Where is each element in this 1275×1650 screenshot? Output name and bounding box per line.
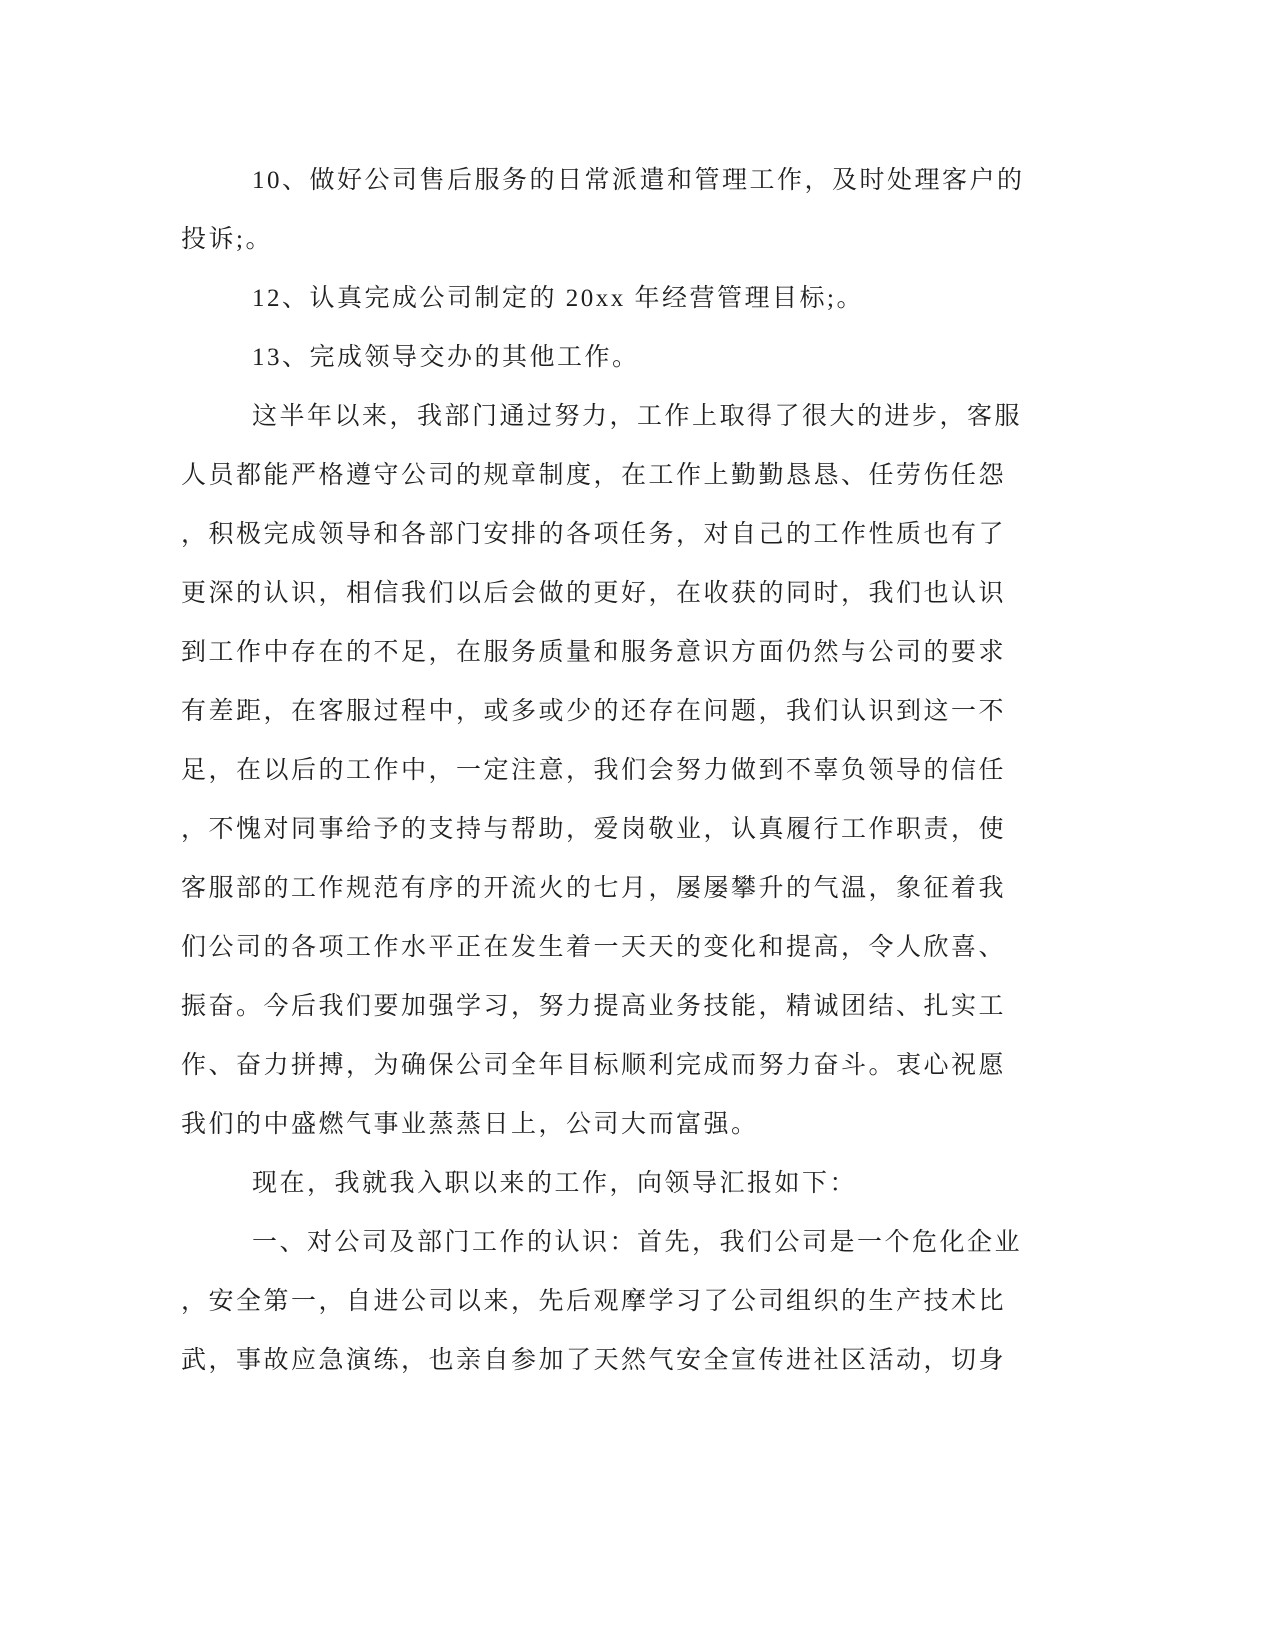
text-line: 有差距，在客服过程中，或多或少的还存在问题，我们认识到这一不	[181, 698, 1007, 725]
text-line: 12、认真完成公司制定的 20xx 年经营管理目标;。	[252, 285, 864, 312]
paragraph-item-12	[181, 269, 1031, 328]
paragraph-item-13	[181, 328, 1031, 387]
text-line: 足，在以后的工作中，一定注意，我们会努力做到不辜负领导的信任	[181, 757, 1007, 784]
text-line: 人员都能严格遵守公司的规章制度，在工作上勤勤恳恳、任劳伤任怨	[181, 462, 1007, 489]
text-line: ，积极完成领导和各部门安排的各项任务，对自己的工作性质也有了	[181, 521, 1007, 548]
text-line: 武，事故应急演练，也亲自参加了天然气安全宣传进社区活动，切身	[181, 1347, 1007, 1374]
paragraph-half-year-summary	[181, 387, 1031, 1154]
text-line: 我们的中盛燃气事业蒸蒸日上，公司大而富强。	[181, 1111, 759, 1138]
text-line: 这半年以来，我部门通过努力，工作上取得了很大的进步，客服	[252, 403, 1023, 430]
text-line: 更深的认识，相信我们以后会做的更好，在收获的同时，我们也认识	[181, 580, 1007, 607]
text-line: 们公司的各项工作水平正在发生着一天天的变化和提高，令人欣喜、	[181, 934, 1007, 961]
text-line: 到工作中存在的不足，在服务质量和服务意识方面仍然与公司的要求	[181, 639, 1007, 666]
text-line: 作、奋力拼搏，为确保公司全年目标顺利完成而努力奋斗。衷心祝愿	[181, 1052, 1007, 1079]
text-line: 振奋。今后我们要加强学习，努力提高业务技能，精诚团结、扎实工	[181, 993, 1007, 1020]
document-body	[181, 151, 1031, 1390]
text-line: 投诉;。	[181, 226, 273, 253]
paragraph-item-10	[181, 151, 1031, 269]
text-line: 一、对公司及部门工作的认识：首先，我们公司是一个危化企业	[252, 1229, 1023, 1256]
paragraph-report-intro	[181, 1154, 1031, 1213]
text-line: 13、完成领导交办的其他工作。	[252, 344, 640, 371]
paragraph-section-one	[181, 1213, 1031, 1390]
text-line: ，安全第一，自进公司以来，先后观摩学习了公司组织的生产技术比	[181, 1288, 1007, 1315]
text-line: ，不愧对同事给予的支持与帮助，爱岗敬业，认真履行工作职责，使	[181, 816, 1007, 843]
text-line: 现在，我就我入职以来的工作，向领导汇报如下：	[252, 1170, 858, 1197]
text-line: 10、做好公司售后服务的日常派遣和管理工作，及时处理客户的	[252, 167, 1025, 194]
text-line: 客服部的工作规范有序的开流火的七月，屡屡攀升的气温，象征着我	[181, 875, 1007, 902]
